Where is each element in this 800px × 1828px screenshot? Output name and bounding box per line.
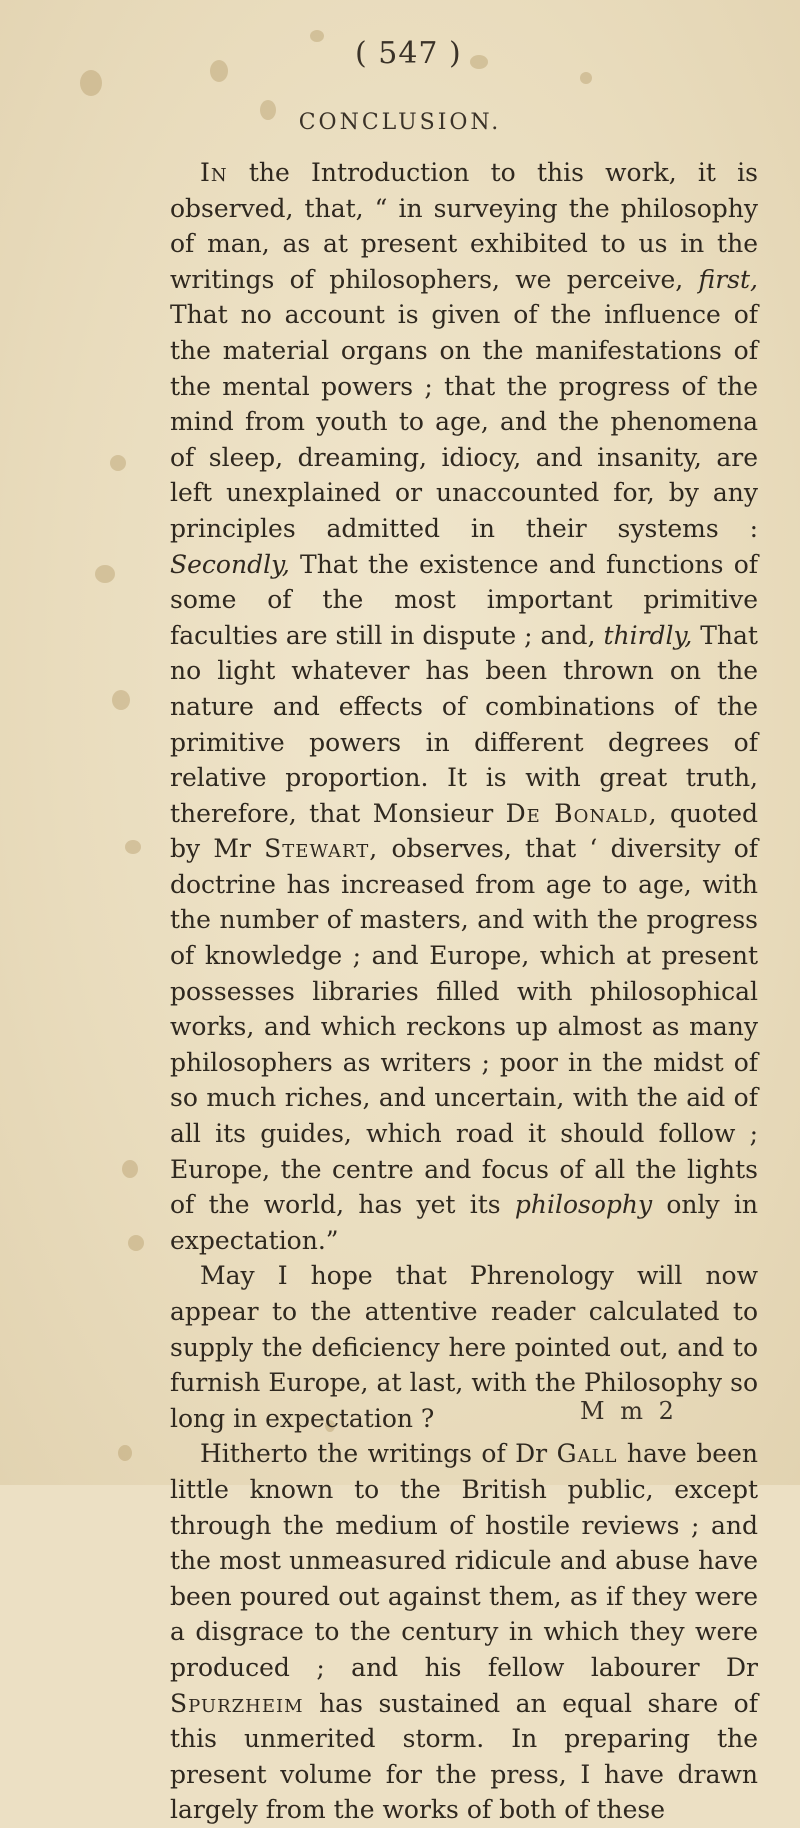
foxing-spot [110, 455, 126, 471]
small-caps-text: De Bonald, [505, 798, 658, 828]
foxing-spot [210, 60, 228, 82]
foxing-spot [80, 70, 102, 96]
foxing-spot [470, 55, 488, 69]
text-run: has sustained an equal share of this unmerited storm. In preparing the present volume for the press, I have drawn largely from the works of both of these [170, 1688, 758, 1825]
italic-text: philosophy [514, 1190, 653, 1220]
body-text [170, 155, 758, 1828]
page-heading: CONCLUSION. [298, 110, 502, 135]
small-caps-text: Gall [556, 1439, 618, 1469]
signature-mark: M m 2 [580, 1397, 678, 1425]
text-run: That no light whatever has been thrown on the nature and effects of combinations of the primitive powers in different degrees of relative proportion. It is with great truth, therefore, that Monsieur [170, 620, 758, 828]
foxing-spot [118, 1445, 132, 1461]
text-run: only in expectation.” [170, 1190, 758, 1255]
foxing-spot [128, 1235, 144, 1251]
foxing-spot [125, 840, 141, 854]
small-caps-text: Stewart, [264, 834, 379, 864]
foxing-spot [310, 30, 324, 42]
text-run: That no account is given of the influence of the material organs on the manifestations of the mental powers ; that the progress of the mind from youth to age, and the phenomena of sleep, dreaming, idiocy, and insanity, are left unexplained or unaccounted for, by any principles admitted in their systems : [170, 300, 758, 543]
italic-text: first, [698, 264, 758, 294]
paragraph [170, 155, 758, 1258]
italic-text: thirdly, [603, 620, 693, 650]
foxing-spot [122, 1160, 138, 1178]
text-run: quoted by Mr [170, 798, 758, 864]
paragraph [170, 1436, 758, 1828]
small-caps-text: Spurzheim [170, 1688, 304, 1718]
foxing-spot [580, 72, 592, 84]
text-run: the Introduction to this work, it is observed, that, “ in surveying the philosophy of man, as at present exhibited to us in the writings of philosophers, we perceive, [170, 158, 758, 294]
text-run: May I hope that Phrenology will now appear to the attentive reader calculated to supply the deficiency here pointed out, and to furnish Europe, at last, with the Philosophy so long in expectation ? [170, 1261, 758, 1433]
text-run: Hitherto the writings of Dr [200, 1439, 557, 1469]
foxing-spot [95, 565, 115, 583]
text-run: That the existence and functions of some of the most important primitive faculties are still in dispute ; and, [170, 549, 758, 650]
italic-text: Secondly, [170, 549, 290, 579]
text-run: observes, that ‘ diversity of doctrine has increased from age to age, with the number of masters, and with the progress of knowledge ; and Europe, which at present possesses libraries filled with philosophical works, and which reckons up almost as many philosophers as writers ; poor in the midst of so much riches, and uncertain, with the aid of all its guides, which road it should follow ; Europe, the centre and focus of all the lights of the world, has yet its [170, 834, 758, 1220]
text-run: have been little known to the British public, except through the medium of hostile reviews ; and the most unmeasured ridicule and abuse have been poured out against them, as if they were a disgrace to the century in which they were produced ; and his fellow labourer Dr [170, 1439, 758, 1682]
page-number: ( 547 ) [355, 36, 462, 71]
small-caps-text: In [200, 158, 228, 187]
foxing-spot [112, 690, 130, 710]
